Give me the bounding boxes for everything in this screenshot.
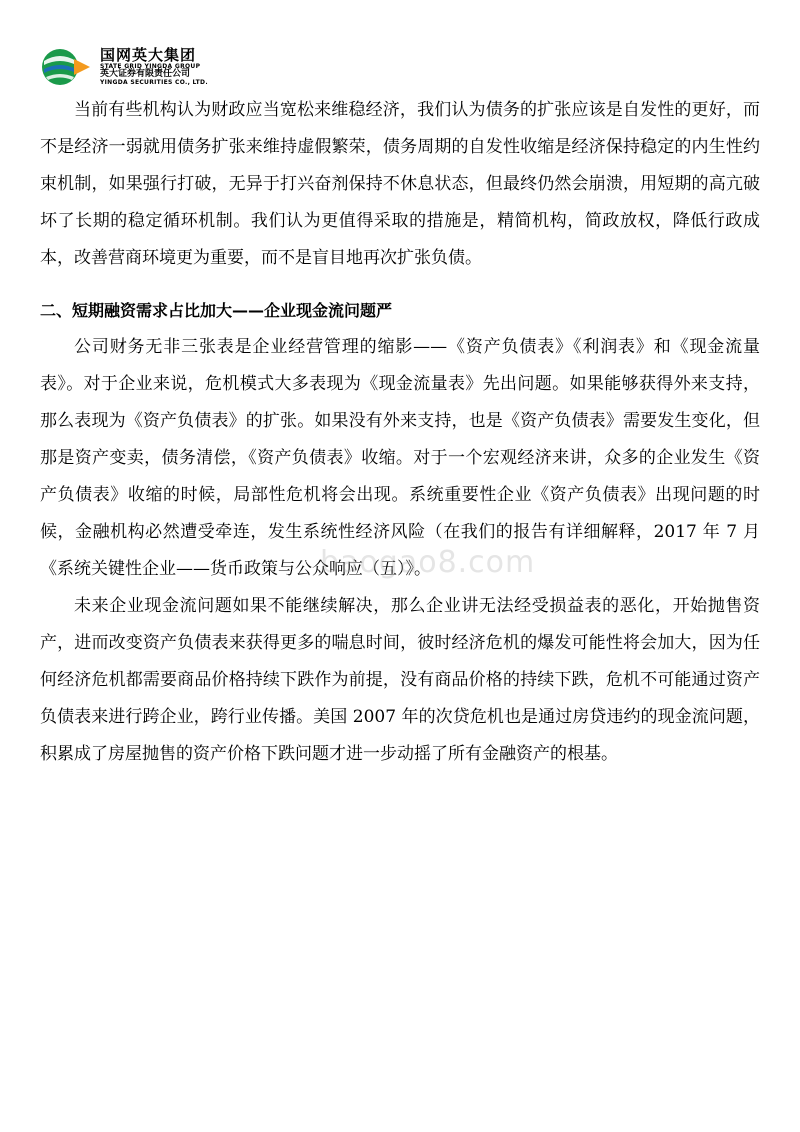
paragraph-financial-statements: 公司财务无非三张表是企业经营管理的缩影——《资产负债表》《利润表》和《现金流量表》。对于企业来说，危机模式大多表现为《现金流量表》先出问题。如果能够获得外来支持，那么表现为《资产负债表》的扩张。如果没有外来支持，也是《资产负债表》需要发生变化，但那是资产变卖，债务清偿，《资产负债表》收缩。对于一个宏观经济来讲，众多的企业发生《资产负债表》收缩的时候，局部性危机将会出现。系统重要性企业《资产负债表》出现问题的时候，金融机构必然遭受牵连，发生系统性经济风险（在我们的报告有详细解释，2017 年 7 月《系统关键性企业——货币政策与公众响应（五）》。 [40,337,760,579]
paragraph-cash-flow: 未来企业现金流问题如果不能继续解决，那么企业讲无法经受损益表的恶化，开始抛售资产，进而改变资产负债表来获得更多的喘息时间，彼时经济危机的爆发可能性将会加大，因为任何经济危机都需要商品价格持续下跌作为前提，没有商品价格的持续下跌，危机不可能通过资产负债表来进行跨企业，跨行业传播。美国 2007 年的次贷危机也是通过房贷违约的现金流问题，积累成了房屋抛售的资产价格下跌问题才进一步动摇了所有金融资产的根基。 [40,596,760,764]
paragraph-fiscal-policy: 当前有些机构认为财政应当宽松来维稳经济，我们认为债务的扩张应该是自发性的更好，而不是经济一弱就用债务扩张来维持虚假繁荣，债务周期的自发性收缩是经济保持稳定的内生性约束机制，如果强行打破，无异于打兴奋剂保持不休息状态，但最终仍然会崩溃，用短期的高亢破坏了长期的稳定循环机制。我们认为更值得采取的措施是，精简机构，简政放权，降低行政成本，改善营商环境更为重要，而不是盲目地再次扩张负债。 [40,100,760,268]
subsidiary-name-cn: 英大证券有限责任公司 [100,69,191,80]
company-logo-icon [40,47,94,87]
document-body [40,92,760,773]
page-header [40,44,208,90]
watermark: baogao8.com [320,545,536,580]
spacer [40,277,760,292]
section-heading: 二、短期融资需求占比加大——企业现金流问题严 [40,301,393,320]
company-name-cn: 国网英大集团 [100,46,197,65]
subsidiary-name-en: YINGDA SECURITIES CO., LTD. [100,79,208,87]
company-name-en: STATE GRID YINGDA GROUP [100,62,201,70]
company-name-block [100,47,208,87]
